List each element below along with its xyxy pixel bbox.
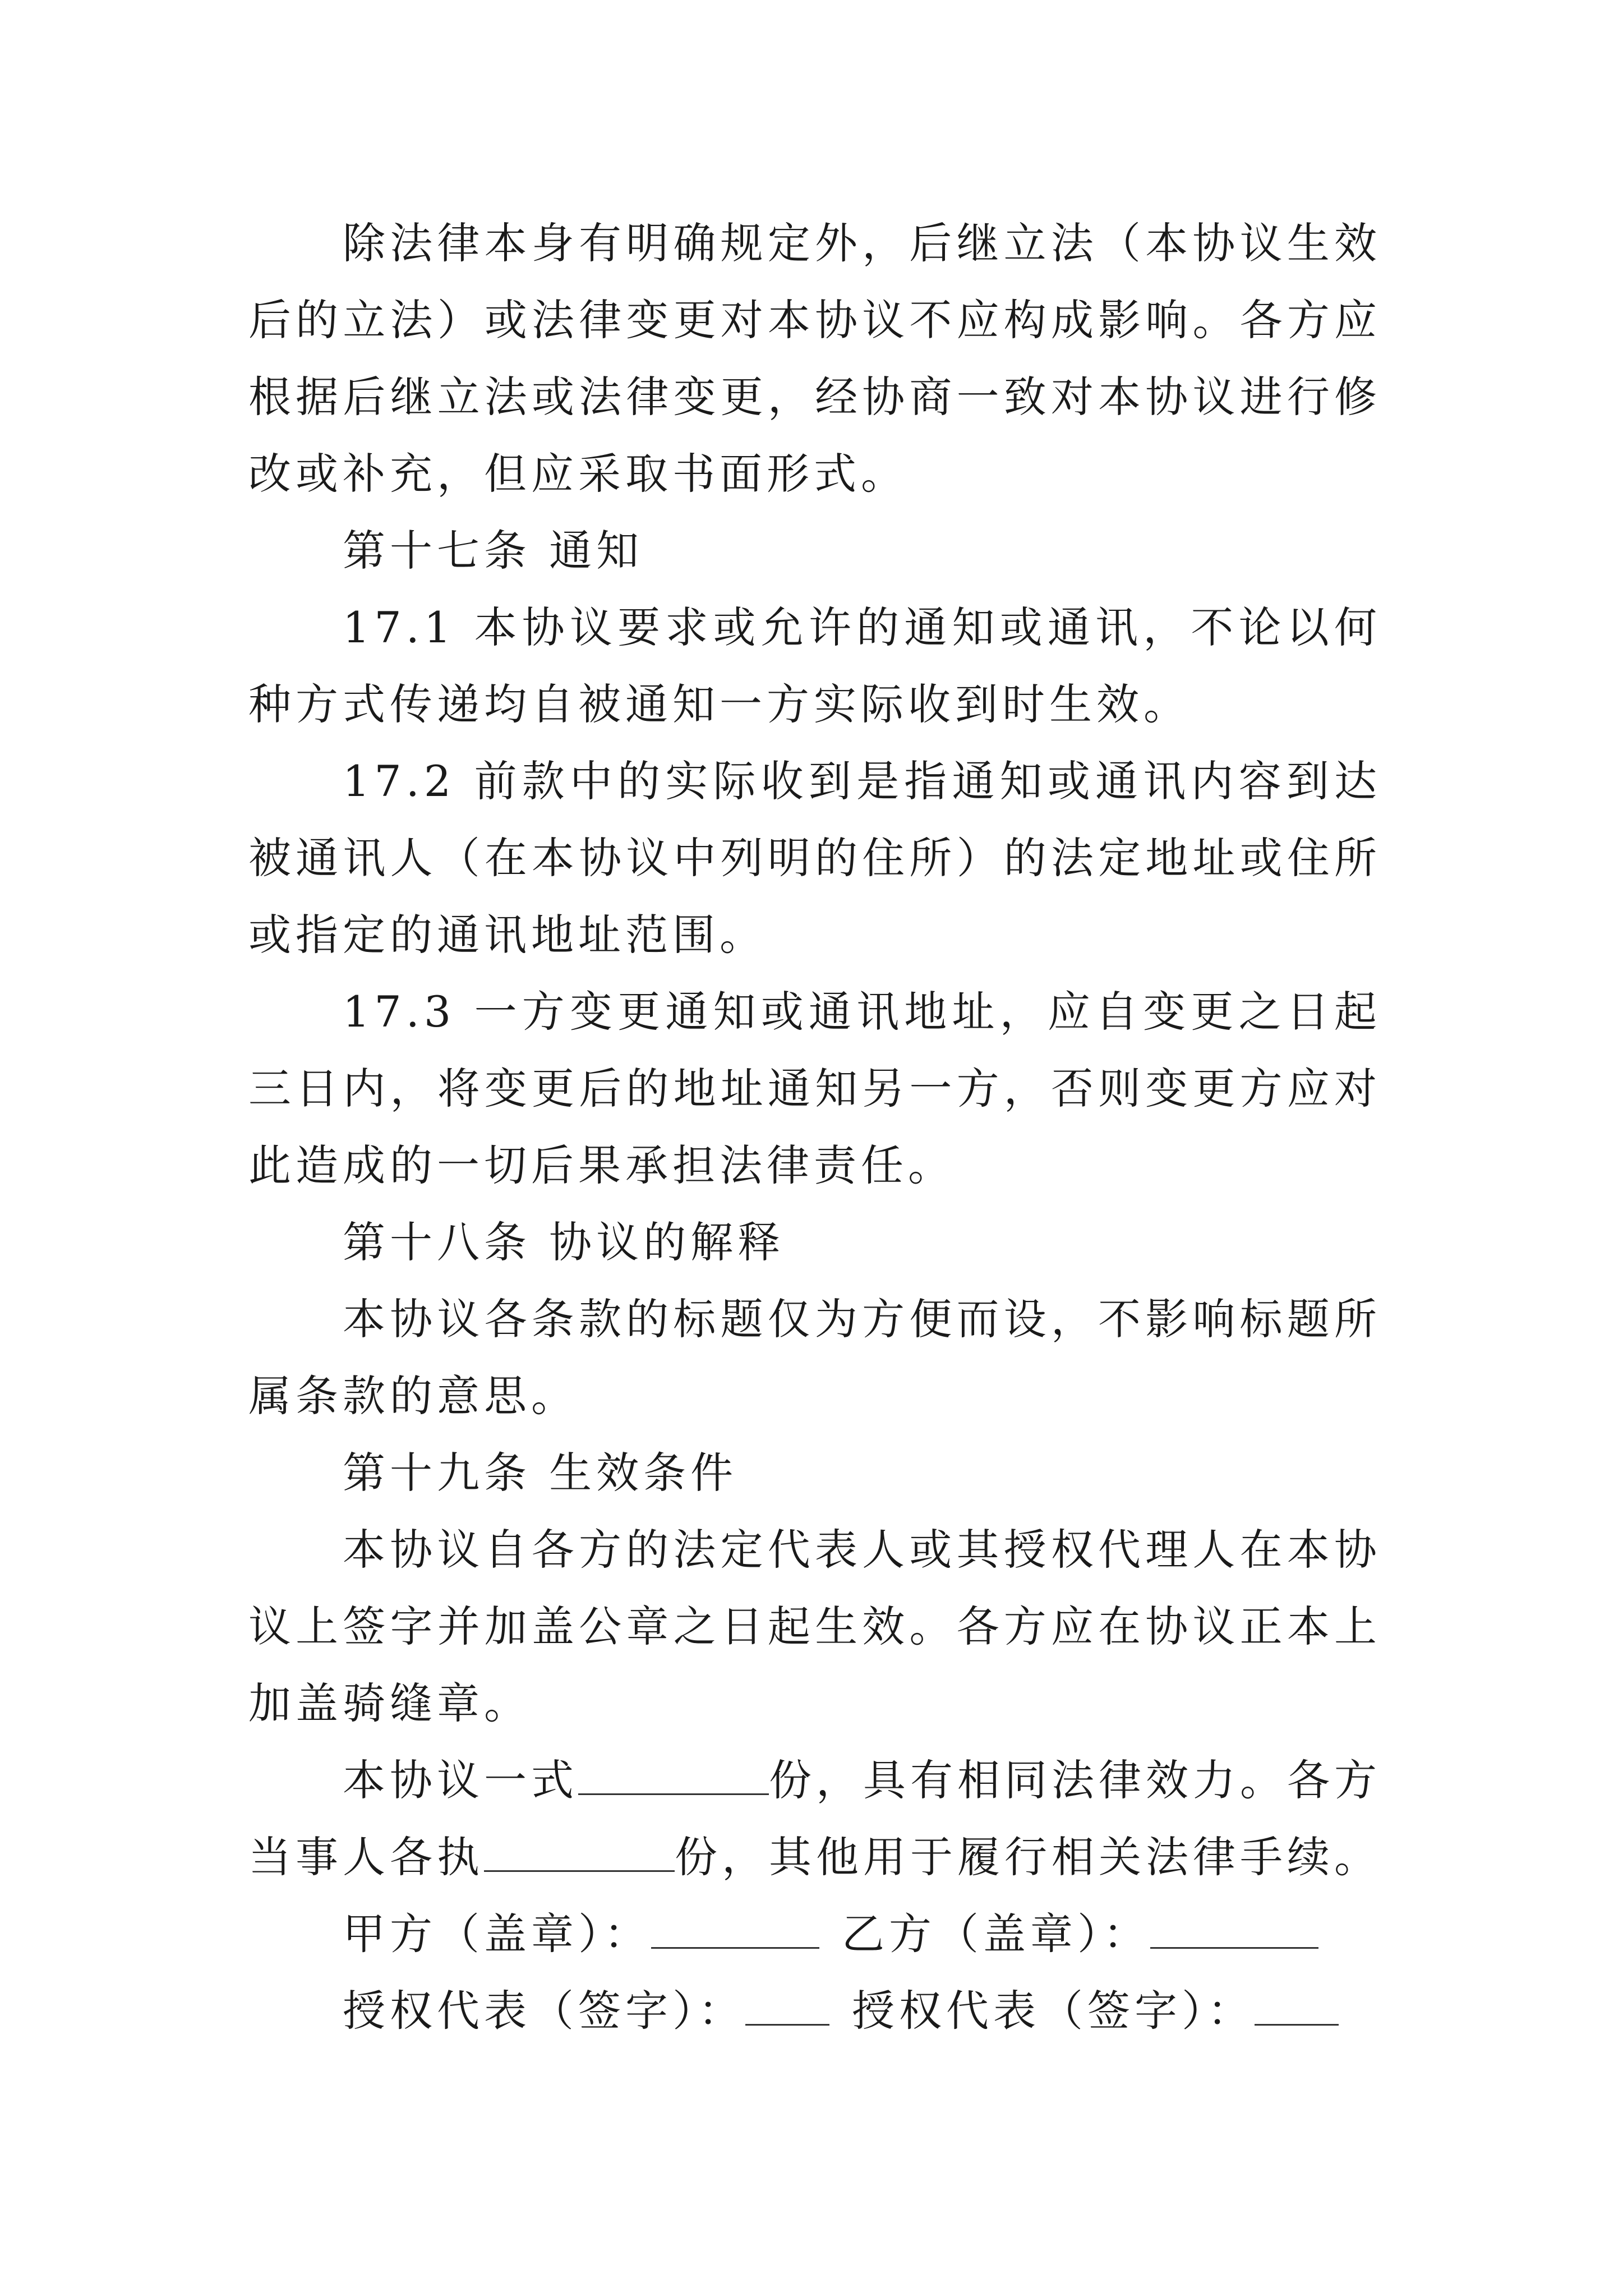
document-page bbox=[248, 205, 1381, 2049]
paragraph-subsequent-legislation: 除法律本身有明确规定外，后继立法（本协议生效后的立法）或法律变更对本协议不应构成影响。各方应根据后继立法或法律变更，经协商一致对本协议进行修改或补充，但应采取书面形式。 bbox=[248, 218, 1381, 499]
party-a-seal-label: 甲方（盖章）： bbox=[343, 1909, 651, 1959]
copies-each-blank[interactable] bbox=[484, 1831, 675, 1872]
article-18-heading: 第十八条 协议的解释 bbox=[343, 1217, 785, 1267]
party-b-rep-blank[interactable] bbox=[1255, 1985, 1339, 2026]
clause-17-2: 17.2 前款中的实际收到是指通知或通讯内容到达被通讯人（在本协议中列明的住所）的法定地址或住所或指定的通讯地址范围。 bbox=[248, 756, 1381, 960]
party-a-rep-label: 授权代表（签字）： bbox=[343, 1986, 745, 2036]
article-17-heading: 第十七条 通知 bbox=[343, 526, 644, 576]
paragraph-effective-conditions: 本协议自各方的法定代表人或其授权代理人在本协议上签字并加盖公章之日起生效。各方应在协议正本上加盖骑缝章。 bbox=[248, 1525, 1381, 1728]
paragraph-interpretation: 本协议各条款的标题仅为方便而设，不影响标题所属条款的意思。 bbox=[248, 1294, 1381, 1421]
party-a-seal-blank[interactable] bbox=[651, 1908, 819, 1949]
seal-line bbox=[248, 1895, 1381, 1972]
copies-text-1: 本协议一式 bbox=[343, 1755, 578, 1805]
clause-17-1: 17.1 本协议要求或允许的通知或通讯，不论以何种方式传递均自被通知一方实际收到时生效。 bbox=[248, 602, 1381, 729]
copies-text-2: 份，具有相同法律效力。各方当事人各执 bbox=[248, 1755, 1381, 1882]
copies-total-blank[interactable] bbox=[578, 1754, 769, 1795]
party-b-seal-label: 乙方（盖章）： bbox=[842, 1909, 1150, 1959]
party-b-rep-label: 授权代表（签字）： bbox=[852, 1986, 1255, 2036]
article-19-heading: 第十九条 生效条件 bbox=[343, 1448, 738, 1498]
party-b-seal-blank[interactable] bbox=[1150, 1908, 1318, 1949]
copies-text-3: 份，其他用于履行相关法律手续。 bbox=[675, 1832, 1381, 1882]
signature-line bbox=[248, 1972, 1381, 2049]
clause-17-3: 17.3 一方变更通知或通讯地址，应自变更之日起三日内，将变更后的地址通知另一方，否则变更方应对此造成的一切后果承担法律责任。 bbox=[248, 987, 1381, 1190]
party-a-rep-blank[interactable] bbox=[745, 1985, 829, 2026]
paragraph-copies bbox=[248, 1742, 1381, 1895]
